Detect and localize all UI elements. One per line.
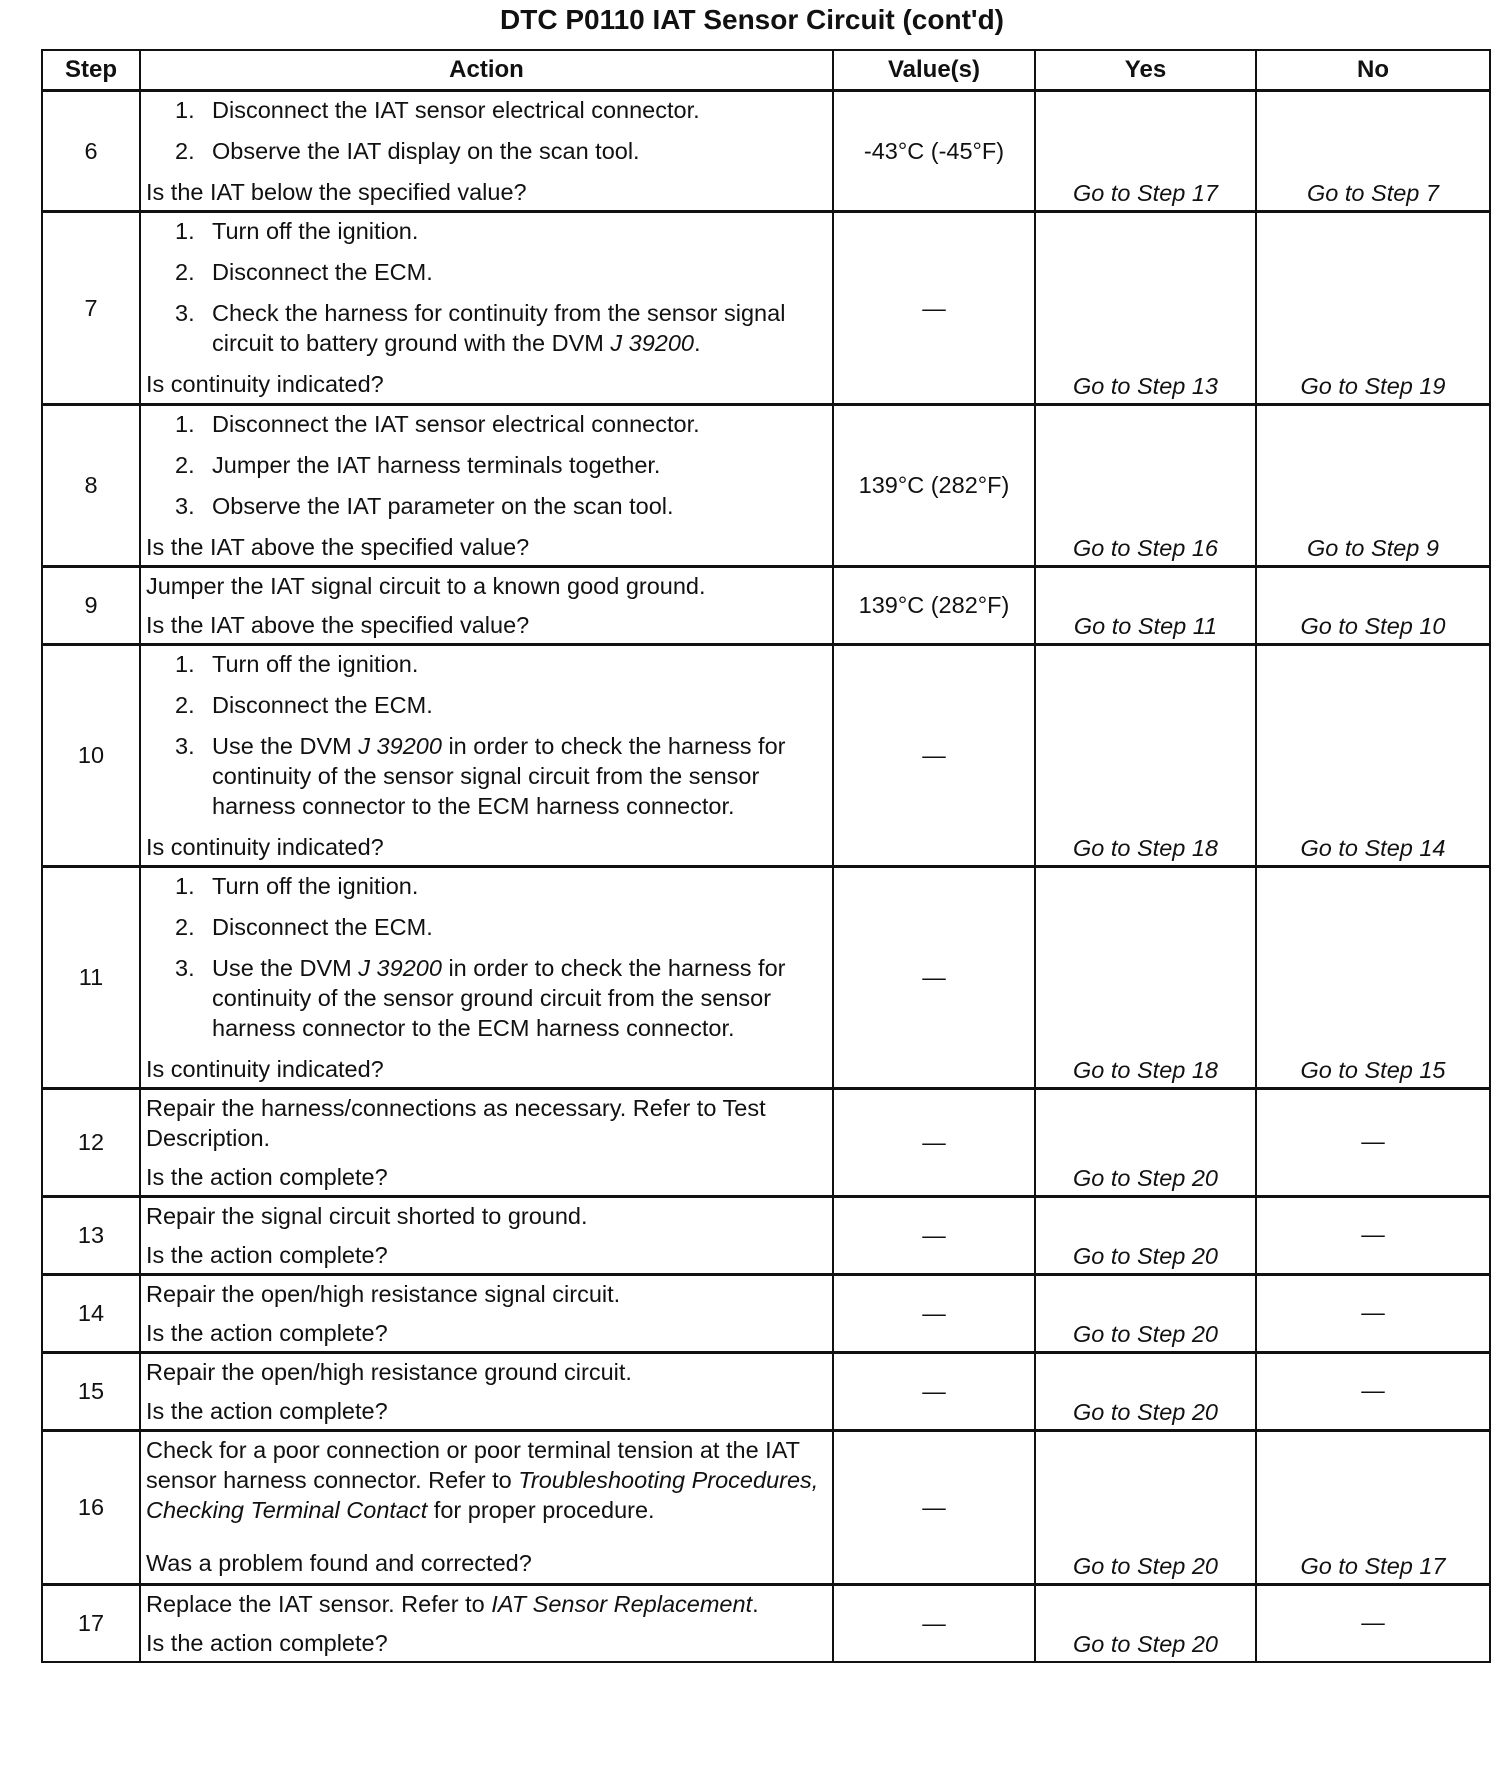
step-number: 15 bbox=[42, 1353, 140, 1431]
yes-cell: Go to Step 18 bbox=[1035, 645, 1256, 867]
action-question: Is the action complete? bbox=[146, 1320, 388, 1346]
action-cell bbox=[140, 867, 833, 1089]
action-question: Is continuity indicated? bbox=[146, 834, 384, 860]
table-row bbox=[42, 1431, 1490, 1585]
action-step-item bbox=[146, 871, 826, 901]
action-text-block bbox=[146, 1589, 826, 1619]
action-steps bbox=[146, 216, 826, 358]
action-cell bbox=[140, 645, 833, 867]
step-number: 7 bbox=[42, 212, 140, 405]
table-row bbox=[42, 91, 1490, 212]
value-cell: 139°C (282°F) bbox=[833, 567, 1035, 645]
action-step-number: 1. bbox=[175, 218, 195, 244]
action-step-number: 2. bbox=[175, 692, 195, 718]
action-step-number: 2. bbox=[175, 138, 195, 164]
step-number: 14 bbox=[42, 1275, 140, 1353]
action-cell bbox=[140, 1275, 833, 1353]
action-step-text: Turn off the ignition. bbox=[212, 218, 419, 244]
action-steps bbox=[146, 871, 826, 1043]
action-question: Is the action complete? bbox=[146, 1398, 388, 1424]
table-row bbox=[42, 1353, 1490, 1431]
action-step-item bbox=[146, 450, 826, 480]
value-cell: — bbox=[833, 1275, 1035, 1353]
header-action: Action bbox=[140, 50, 833, 91]
no-cell: Go to Step 17 bbox=[1256, 1431, 1490, 1585]
yes-cell: Go to Step 20 bbox=[1035, 1585, 1256, 1663]
action-step-item bbox=[146, 216, 826, 246]
action-cell bbox=[140, 212, 833, 405]
step-number: 11 bbox=[42, 867, 140, 1089]
diagnostic-table bbox=[41, 49, 1491, 1663]
action-step-item bbox=[146, 257, 826, 287]
table-header-row bbox=[42, 50, 1490, 91]
action-step-item bbox=[146, 731, 826, 821]
step-number: 17 bbox=[42, 1585, 140, 1663]
value-cell: — bbox=[833, 645, 1035, 867]
action-step-text: Turn off the ignition. bbox=[212, 873, 419, 899]
action-text: Repair the open/high resistance signal circuit. bbox=[146, 1281, 621, 1307]
action-steps bbox=[146, 649, 826, 821]
action-step-text: Disconnect the IAT sensor electrical connector. bbox=[212, 411, 700, 437]
table-row bbox=[42, 405, 1490, 567]
header-values: Value(s) bbox=[833, 50, 1035, 91]
action-question: Is continuity indicated? bbox=[146, 1056, 384, 1082]
action-step-text: Observe the IAT display on the scan tool. bbox=[212, 138, 640, 164]
step-number: 16 bbox=[42, 1431, 140, 1585]
action-text: Check for a poor connection or poor terminal tension at the IAT sensor harness connector. Refer to bbox=[146, 1437, 800, 1493]
action-step-number: 1. bbox=[175, 97, 195, 123]
page-title: DTC P0110 IAT Sensor Circuit (cont'd) bbox=[500, 4, 1004, 35]
value-cell: — bbox=[833, 867, 1035, 1089]
action-text: Repair the signal circuit shorted to ground. bbox=[146, 1203, 588, 1229]
value-cell: — bbox=[833, 1431, 1035, 1585]
yes-cell: Go to Step 17 bbox=[1035, 91, 1256, 212]
action-cell bbox=[140, 1585, 833, 1663]
action-text: Jumper the IAT signal circuit to a known good ground. bbox=[146, 573, 706, 599]
action-steps bbox=[146, 409, 826, 521]
no-cell: Go to Step 19 bbox=[1256, 212, 1490, 405]
no-cell: — bbox=[1256, 1585, 1490, 1663]
no-cell: — bbox=[1256, 1275, 1490, 1353]
action-step-text: Disconnect the ECM. bbox=[212, 914, 433, 940]
action-text: Repair the open/high resistance ground circuit. bbox=[146, 1359, 632, 1385]
action-text-after: . bbox=[752, 1591, 759, 1617]
no-cell: — bbox=[1256, 1089, 1490, 1197]
action-step-text: Disconnect the ECM. bbox=[212, 692, 433, 718]
action-step-number: 3. bbox=[175, 733, 195, 759]
action-step-text-after: . bbox=[694, 330, 701, 356]
action-step-number: 2. bbox=[175, 259, 195, 285]
action-cell bbox=[140, 1353, 833, 1431]
tool-reference: J 39200 bbox=[610, 330, 695, 356]
yes-cell: Go to Step 18 bbox=[1035, 867, 1256, 1089]
action-text-block bbox=[146, 1279, 826, 1309]
reference-link-text: Troubleshooting Procedures, Checking Terminal Contact bbox=[146, 1467, 819, 1523]
yes-cell: Go to Step 20 bbox=[1035, 1431, 1256, 1585]
action-cell bbox=[140, 567, 833, 645]
tool-reference: J 39200 bbox=[358, 955, 442, 981]
no-cell: Go to Step 14 bbox=[1256, 645, 1490, 867]
header-yes: Yes bbox=[1035, 50, 1256, 91]
no-cell: — bbox=[1256, 1353, 1490, 1431]
yes-cell: Go to Step 20 bbox=[1035, 1353, 1256, 1431]
action-step-number: 1. bbox=[175, 873, 195, 899]
yes-cell: Go to Step 20 bbox=[1035, 1089, 1256, 1197]
action-cell bbox=[140, 405, 833, 567]
action-step-number: 2. bbox=[175, 452, 195, 478]
value-cell: — bbox=[833, 1089, 1035, 1197]
value-cell: — bbox=[833, 1353, 1035, 1431]
action-question: Is continuity indicated? bbox=[146, 371, 384, 397]
action-text-block bbox=[146, 1201, 826, 1231]
action-text-block bbox=[146, 1435, 826, 1525]
action-step-text: Disconnect the IAT sensor electrical connector. bbox=[212, 97, 700, 123]
action-cell bbox=[140, 1089, 833, 1197]
action-text-block bbox=[146, 1093, 826, 1153]
action-step-text: Observe the IAT parameter on the scan tool. bbox=[212, 493, 674, 519]
action-step-text: Use the DVM bbox=[212, 733, 352, 759]
action-step-number: 3. bbox=[175, 300, 195, 326]
action-question: Is the action complete? bbox=[146, 1164, 388, 1190]
action-step-text: Use the DVM bbox=[212, 955, 352, 981]
action-steps bbox=[146, 95, 826, 166]
action-question: Is the action complete? bbox=[146, 1242, 388, 1268]
header-step: Step bbox=[42, 50, 140, 91]
action-step-item bbox=[146, 491, 826, 521]
action-question: Is the action complete? bbox=[146, 1630, 388, 1656]
action-text: Repair the harness/connections as necessary. Refer to Test Description. bbox=[146, 1095, 766, 1151]
action-step-item bbox=[146, 953, 826, 1043]
table-row bbox=[42, 567, 1490, 645]
yes-cell: Go to Step 11 bbox=[1035, 567, 1256, 645]
no-cell: Go to Step 9 bbox=[1256, 405, 1490, 567]
reference-link-text: IAT Sensor Replacement bbox=[491, 1591, 753, 1617]
yes-cell: Go to Step 13 bbox=[1035, 212, 1256, 405]
action-text-after: for proper procedure. bbox=[433, 1497, 655, 1523]
action-step-text-after: in order to check the harness for continuity of the sensor signal circuit from the sensor harness connector to the ECM harness connector. bbox=[212, 733, 786, 819]
action-text-block bbox=[146, 1357, 826, 1387]
action-text: Replace the IAT sensor. Refer to bbox=[146, 1591, 485, 1617]
action-step-number: 3. bbox=[175, 493, 195, 519]
table-row bbox=[42, 1585, 1490, 1663]
table-row bbox=[42, 645, 1490, 867]
action-step-item bbox=[146, 136, 826, 166]
tool-reference: J 39200 bbox=[358, 733, 442, 759]
step-number: 12 bbox=[42, 1089, 140, 1197]
action-step-text: Disconnect the ECM. bbox=[212, 259, 433, 285]
action-question: Is the IAT below the specified value? bbox=[146, 179, 527, 205]
step-number: 13 bbox=[42, 1197, 140, 1275]
action-step-number: 1. bbox=[175, 411, 195, 437]
action-question: Was a problem found and corrected? bbox=[146, 1550, 532, 1576]
action-step-text: Jumper the IAT harness terminals together. bbox=[212, 452, 661, 478]
action-step-item bbox=[146, 912, 826, 942]
value-cell: — bbox=[833, 1585, 1035, 1663]
step-number: 9 bbox=[42, 567, 140, 645]
action-step-item bbox=[146, 649, 826, 679]
action-text-block bbox=[146, 571, 826, 601]
action-question: Is the IAT above the specified value? bbox=[146, 534, 530, 560]
action-cell bbox=[140, 1431, 833, 1585]
table-row bbox=[42, 212, 1490, 405]
action-step-number: 2. bbox=[175, 914, 195, 940]
action-step-text: Turn off the ignition. bbox=[212, 651, 419, 677]
yes-cell: Go to Step 20 bbox=[1035, 1275, 1256, 1353]
no-cell: Go to Step 10 bbox=[1256, 567, 1490, 645]
value-cell: — bbox=[833, 1197, 1035, 1275]
value-cell: — bbox=[833, 212, 1035, 405]
table-row bbox=[42, 1197, 1490, 1275]
step-number: 6 bbox=[42, 91, 140, 212]
action-cell bbox=[140, 1197, 833, 1275]
action-question: Is the IAT above the specified value? bbox=[146, 612, 530, 638]
value-cell: -43°C (-45°F) bbox=[833, 91, 1035, 212]
action-step-text: Check the harness for continuity from the sensor signal circuit to battery ground with the DVM bbox=[212, 300, 786, 356]
action-step-number: 1. bbox=[175, 651, 195, 677]
step-number: 10 bbox=[42, 645, 140, 867]
action-step-text-after: in order to check the harness for continuity of the sensor ground circuit from the sensor harness connector to the ECM harness connector. bbox=[212, 955, 786, 1041]
no-cell: — bbox=[1256, 1197, 1490, 1275]
header-no: No bbox=[1256, 50, 1490, 91]
action-cell bbox=[140, 91, 833, 212]
yes-cell: Go to Step 16 bbox=[1035, 405, 1256, 567]
no-cell: Go to Step 15 bbox=[1256, 867, 1490, 1089]
action-step-number: 3. bbox=[175, 955, 195, 981]
no-cell: Go to Step 7 bbox=[1256, 91, 1490, 212]
value-cell: 139°C (282°F) bbox=[833, 405, 1035, 567]
step-number: 8 bbox=[42, 405, 140, 567]
yes-cell: Go to Step 20 bbox=[1035, 1197, 1256, 1275]
action-step-item bbox=[146, 298, 826, 358]
table-row bbox=[42, 1275, 1490, 1353]
table-row bbox=[42, 867, 1490, 1089]
table-row bbox=[42, 1089, 1490, 1197]
action-step-item bbox=[146, 95, 826, 125]
action-step-item bbox=[146, 409, 826, 439]
action-step-item bbox=[146, 690, 826, 720]
